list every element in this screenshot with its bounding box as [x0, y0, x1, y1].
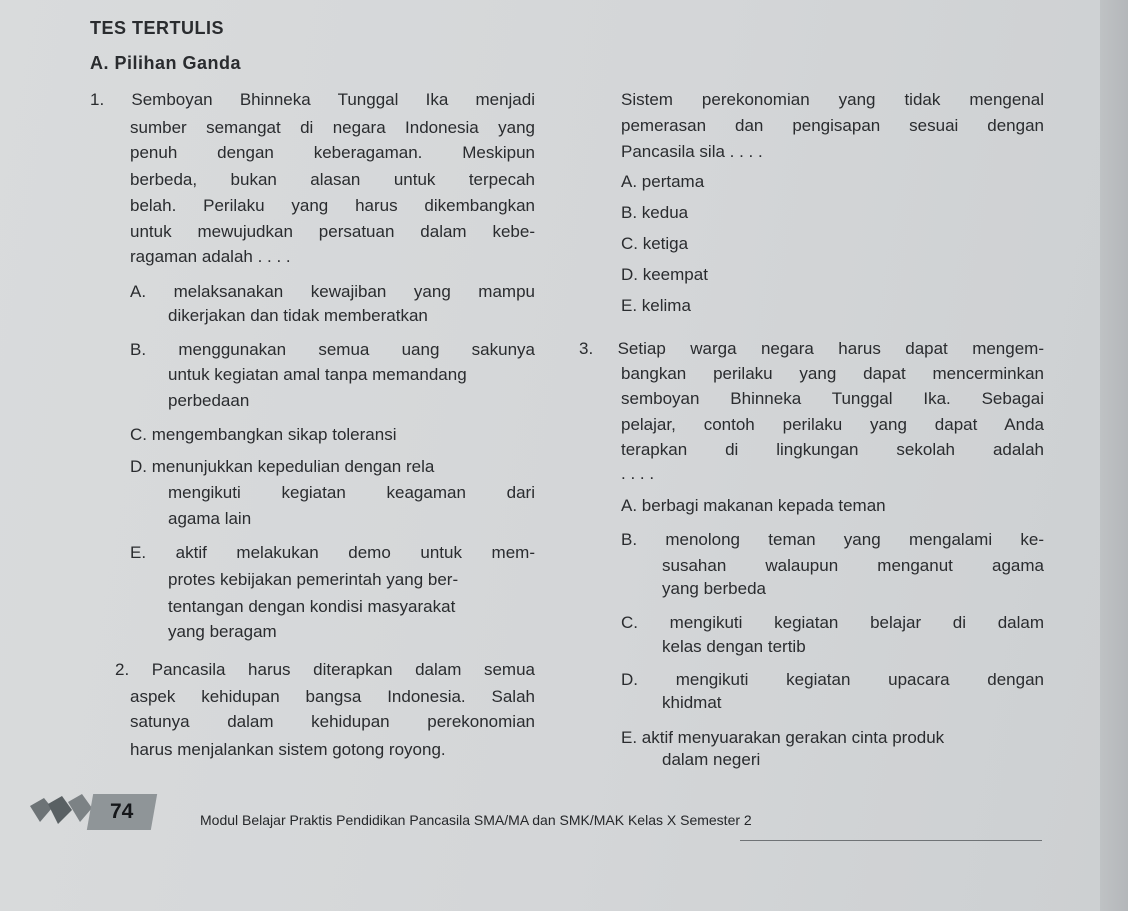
q2-line: harus menjalankan sistem gotong royong.	[130, 740, 446, 759]
page-title: TES TERTULIS	[90, 18, 225, 38]
q1-option-e-cont: tentangan dengan kondisi masyarakat	[168, 597, 456, 616]
q2-line: satunya dalam kehidupan perekonomian	[130, 712, 535, 731]
q3-option-b-cont: yang berbeda	[662, 579, 766, 598]
q1-line: 1. Semboyan Bhinneka Tunggal Ika menjadi	[90, 90, 535, 109]
q1-option-d-cont: mengikuti kegiatan keagaman dari	[168, 483, 535, 502]
q2-line: 2. Pancasila harus diterapkan dalam semua	[115, 660, 535, 679]
q1-line: sumber semangat di negara Indonesia yang	[130, 118, 535, 137]
q1-line: belah. Perilaku yang harus dikembangkan	[130, 196, 535, 215]
q2-option-d: D. keempat	[621, 265, 708, 284]
q2-option-c: C. ketiga	[621, 234, 689, 253]
q1-option-d-cont: agama lain	[168, 509, 252, 528]
q3-line: bangkan perilaku yang dapat mencerminkan	[621, 364, 1044, 383]
q3-option-c: C. mengikuti kegiatan belajar di dalam	[621, 613, 1044, 632]
q2-line: aspek kehidupan bangsa Indonesia. Salah	[130, 687, 535, 706]
page-number: 74	[87, 794, 157, 830]
q1-option-b-cont: untuk kegiatan amal tanpa memandang	[168, 365, 467, 384]
q1-line: ragaman adalah . . . .	[130, 247, 291, 266]
q2-line: Pancasila sila . . . .	[621, 142, 763, 161]
q2-option-e: E. kelima	[621, 296, 691, 315]
q3-option-a: A. berbagi makanan kepada teman	[621, 496, 886, 515]
q3-line: terapkan di lingkungan sekolah adalah	[621, 440, 1044, 459]
q3-option-d-cont: khidmat	[662, 693, 722, 712]
q3-option-e-cont: dalam negeri	[662, 750, 761, 769]
q1-option-c: C. mengembangkan sikap toleransi	[130, 425, 397, 444]
q3-option-c-cont: kelas dengan tertib	[662, 637, 806, 656]
q1-option-d: D. menunjukkan kepedulian dengan rela	[130, 457, 435, 476]
q1-option-a-cont: dikerjakan dan tidak memberatkan	[168, 306, 428, 325]
q2-line: pemerasan dan pengisapan sesuai dengan	[621, 116, 1044, 135]
q1-line: berbeda, bukan alasan untuk terpecah	[130, 170, 535, 189]
q3-option-b: B. menolong teman yang mengalami ke-	[621, 530, 1044, 549]
q1-option-a: A. melaksanakan kewajiban yang mampu	[130, 282, 535, 301]
q3-line: pelajar, contoh perilaku yang dapat Anda	[621, 415, 1044, 434]
q1-line: untuk mewujudkan persatuan dalam kebe-	[130, 222, 535, 241]
q3-option-d: D. mengikuti kegiatan upacara dengan	[621, 670, 1044, 689]
q3-option-e: E. aktif menyuarakan gerakan cinta produk	[621, 728, 945, 747]
q3-line: . . . .	[621, 464, 655, 483]
footer-divider	[740, 840, 1042, 841]
q3-option-b-cont: susahan walaupun menganut agama	[662, 556, 1044, 575]
q3-line: semboyan Bhinneka Tunggal Ika. Sebagai	[621, 389, 1044, 408]
q1-option-b: B. menggunakan semua uang sakunya	[130, 340, 535, 359]
q1-option-b-cont: perbedaan	[168, 391, 250, 410]
book-spine-edge	[1100, 0, 1128, 911]
q1-line: penuh dengan keberagaman. Meskipun	[130, 143, 535, 162]
q1-option-e-cont: yang beragam	[168, 622, 277, 641]
footer-book-title: Modul Belajar Praktis Pendidikan Pancasila SMA/MA dan SMK/MAK Kelas X Semester 2	[200, 812, 752, 828]
section-heading: A. Pilihan Ganda	[90, 53, 242, 73]
q1-option-e-cont: protes kebijakan pemerintah yang ber-	[168, 570, 459, 589]
q1-option-e: E. aktif melakukan demo untuk mem-	[130, 543, 535, 562]
q2-option-b: B. kedua	[621, 203, 689, 222]
q3-line: 3. Setiap warga negara harus dapat mengem-	[579, 339, 1044, 358]
q2-option-a: A. pertama	[621, 172, 705, 191]
q2-line: Sistem perekonomian yang tidak mengenal	[621, 90, 1044, 109]
